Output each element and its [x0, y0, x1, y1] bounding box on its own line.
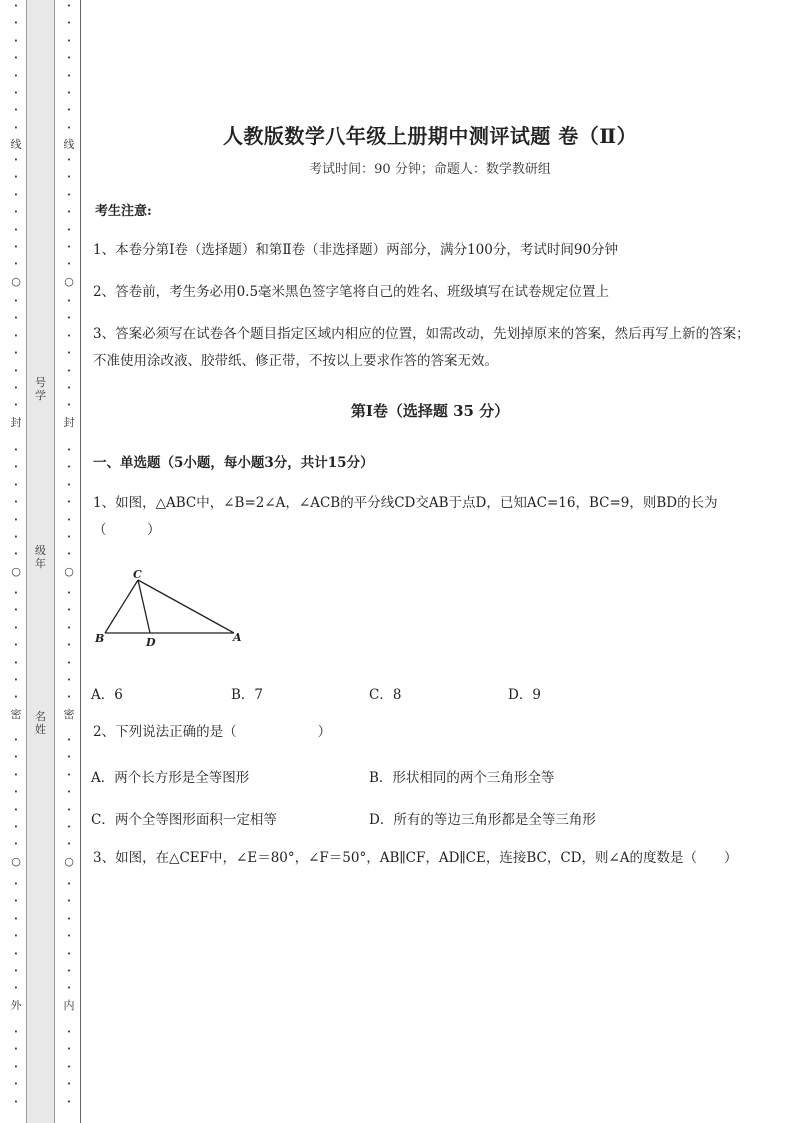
inner-margin-dot: • — [66, 19, 72, 28]
outer-margin-dot: • — [13, 349, 19, 358]
outer-margin-dot: • — [13, 480, 19, 489]
inner-margin-dot: • — [66, 314, 72, 323]
q2-option-b: B．形状相同的两个三角形全等 — [369, 770, 555, 786]
outer-margin-dot: • — [13, 260, 19, 269]
inner-margin-dot: • — [66, 36, 72, 45]
outer-margin-dot: • — [13, 967, 19, 975]
inner-margin-dot: • — [66, 349, 72, 358]
inner-margin-dot: • — [66, 1028, 72, 1036]
inner-margin-label: 内 — [63, 998, 75, 1012]
outer-margin-dot: • — [13, 533, 19, 541]
name-label: 名 姓 — [35, 710, 46, 736]
outer-margin-dot: • — [13, 676, 19, 684]
outer-margin-dot: • — [13, 1080, 19, 1089]
inner-margin-dot: • — [66, 914, 72, 923]
binding-margin-outer — [10, 0, 22, 1123]
bisector-cd — [138, 580, 150, 633]
outer-margin-circle: ○ — [11, 274, 21, 288]
inner-margin-dot: • — [66, 515, 72, 524]
q1-option-d: D．9 — [508, 687, 541, 703]
inner-margin-dot: • — [66, 1045, 72, 1054]
page-title: 人教版数学八年级上册期中测评试题 卷（Ⅱ） — [222, 124, 638, 148]
inner-margin-dot: • — [66, 949, 72, 958]
outer-margin-dot: • — [13, 1097, 19, 1106]
inner-margin-dot: • — [66, 463, 72, 472]
inner-margin-dot: • — [66, 208, 72, 217]
label-b: B — [95, 632, 105, 645]
outer-margin-dot: • — [13, 770, 19, 779]
outer-margin-circle: ○ — [11, 564, 21, 578]
outer-margin-dot: • — [13, 606, 19, 615]
outer-margin-dot: • — [13, 823, 19, 831]
label-d: D — [146, 636, 156, 649]
inner-margin-dot: • — [66, 123, 72, 132]
binding-margin-inner — [63, 0, 75, 1123]
outer-margin-dot: • — [13, 208, 19, 217]
inner-margin-circle: ○ — [64, 564, 74, 578]
outer-margin-dot: • — [13, 550, 19, 559]
inner-margin-dot: • — [66, 173, 72, 182]
side-ca — [138, 580, 234, 633]
inner-margin-dot: • — [66, 243, 72, 251]
inner-margin-dot: • — [66, 753, 72, 762]
outer-margin-dot: • — [13, 89, 19, 97]
page-frame-line — [80, 0, 81, 1123]
inner-margin-label: 线 — [63, 138, 75, 152]
grade-label: 级 年 — [35, 544, 46, 570]
outer-margin-dot: • — [13, 589, 19, 597]
inner-margin-dot: • — [66, 932, 72, 941]
part-heading: 一、单选题（5小题，每小题3分，共计15分） — [93, 455, 374, 471]
inner-margin-dot: • — [66, 384, 72, 392]
outer-margin-dot: • — [13, 71, 19, 80]
inner-margin-dot: • — [66, 770, 72, 779]
outer-margin-dot: • — [13, 693, 19, 702]
inner-margin-dot: • — [66, 676, 72, 684]
outer-margin-dot: • — [13, 366, 19, 375]
student-info-strip — [26, 0, 55, 1123]
inner-margin-dot: • — [66, 641, 72, 650]
outer-margin-dot: • — [13, 736, 19, 744]
q1-option-c: C．8 — [369, 687, 402, 703]
outer-margin-dot: • — [13, 498, 19, 507]
inner-margin-dot: • — [66, 446, 72, 454]
inner-margin-dot: • — [66, 106, 72, 115]
inner-margin-dot: • — [66, 693, 72, 702]
outer-margin-dot: • — [13, 984, 19, 993]
outer-margin-dot: • — [13, 123, 19, 132]
outer-margin-dot: • — [13, 932, 19, 941]
question-1-stem: 1、如图，△ABC中，∠B=2∠A，∠ACB的平分线CD交AB于点D，已知AC=16，BC=9，则BD的长为（ ） — [93, 495, 718, 538]
outer-margin-dot: • — [13, 623, 19, 632]
outer-margin-dot: • — [13, 314, 19, 323]
inner-margin-dot: • — [66, 823, 72, 831]
outer-margin-dot: • — [13, 880, 19, 888]
inner-margin-dot: • — [66, 1097, 72, 1106]
inner-margin-dot: • — [66, 71, 72, 80]
outer-margin-dot: • — [13, 106, 19, 115]
outer-margin-dot: • — [13, 914, 19, 923]
inner-margin-dot: • — [66, 2, 72, 10]
inner-margin-circle: ○ — [64, 854, 74, 868]
outer-margin-dot: • — [13, 463, 19, 472]
inner-margin-dot: • — [66, 54, 72, 63]
inner-margin-dot: • — [66, 736, 72, 744]
exam-info: 考试时间：90 分钟；命题人：数学教研组 — [309, 162, 551, 177]
inner-margin-dot: • — [66, 401, 72, 410]
outer-margin-label: 密 — [10, 707, 22, 721]
inner-margin-label: 封 — [63, 415, 75, 429]
inner-margin-dot: • — [66, 156, 72, 164]
q1-option-b: B．7 — [231, 687, 264, 703]
side-bc — [105, 580, 138, 633]
outer-margin-label: 线 — [10, 138, 22, 152]
outer-margin-dot: • — [13, 1062, 19, 1071]
inner-margin-dot: • — [66, 897, 72, 906]
outer-margin-dot: • — [13, 243, 19, 251]
q1-option-a: A．6 — [91, 687, 123, 703]
outer-margin-label: 外 — [10, 998, 22, 1012]
question-2-stem: 2、下列说法正确的是（ ） — [93, 724, 332, 740]
inner-margin-dot: • — [66, 967, 72, 975]
outer-margin-dot: • — [13, 515, 19, 524]
notice-item-3: 3、答案必须写在试卷各个题目指定区域内相应的位置，如需改动，先划掉原来的答案，然后再写上新的答案；不准使用涂改液、胶带纸、修正带，不按以上要求作答的答案无效。 — [93, 326, 750, 369]
inner-margin-dot: • — [66, 606, 72, 615]
outer-margin-dot: • — [13, 788, 19, 797]
outer-margin-dot: • — [13, 2, 19, 10]
inner-margin-dot: • — [66, 498, 72, 507]
q2-option-c: C．两个全等图形面积一定相等 — [91, 812, 277, 828]
inner-margin-dot: • — [66, 1080, 72, 1089]
outer-margin-dot: • — [13, 805, 19, 814]
inner-margin-dot: • — [66, 589, 72, 597]
outer-margin-dot: • — [13, 173, 19, 182]
inner-margin-dot: • — [66, 788, 72, 797]
inner-margin-label: 密 — [63, 707, 75, 721]
outer-margin-label: 封 — [10, 415, 22, 429]
outer-margin-dot: • — [13, 19, 19, 28]
q2-option-d: D．所有的等边三角形都是全等三角形 — [369, 812, 596, 828]
inner-margin-dot: • — [66, 880, 72, 888]
student-id-label: 号 学 — [35, 376, 46, 402]
inner-margin-dot: • — [66, 623, 72, 632]
outer-margin-dot: • — [13, 840, 19, 849]
section-title: 第I卷（选择题 35 分） — [350, 402, 510, 420]
inner-margin-dot: • — [66, 331, 72, 340]
outer-margin-dot: • — [13, 446, 19, 454]
notice-item-1: 1、本卷分第I卷（选择题）和第Ⅱ卷（非选择题）两部分，满分100分，考试时间90分钟 — [93, 242, 619, 258]
inner-margin-dot: • — [66, 297, 72, 305]
outer-margin-dot: • — [13, 54, 19, 63]
inner-margin-circle: ○ — [64, 274, 74, 288]
inner-margin-dot: • — [66, 480, 72, 489]
label-c: C — [133, 568, 142, 581]
inner-margin-dot: • — [66, 1062, 72, 1071]
outer-margin-dot: • — [13, 658, 19, 667]
inner-margin-dot: • — [66, 658, 72, 667]
outer-margin-dot: • — [13, 897, 19, 906]
inner-margin-dot: • — [66, 550, 72, 559]
inner-margin-dot: • — [66, 225, 72, 234]
outer-margin-dot: • — [13, 190, 19, 199]
inner-margin-dot: • — [66, 533, 72, 541]
inner-margin-dot: • — [66, 260, 72, 269]
outer-margin-dot: • — [13, 753, 19, 762]
outer-margin-dot: • — [13, 384, 19, 392]
inner-margin-dot: • — [66, 366, 72, 375]
outer-margin-dot: • — [13, 331, 19, 340]
notice-heading: 考生注意: — [95, 204, 152, 219]
question-3-stem: 3、如图，在△CEF中，∠E＝80°，∠F＝50°，AB∥CF，AD∥CE，连接BC，CD，则∠A的度数是（ ） — [93, 850, 738, 866]
inner-margin-dot: • — [66, 805, 72, 814]
inner-margin-dot: • — [66, 190, 72, 199]
inner-margin-dot: • — [66, 89, 72, 97]
outer-margin-dot: • — [13, 1028, 19, 1036]
outer-margin-dot: • — [13, 949, 19, 958]
outer-margin-dot: • — [13, 297, 19, 305]
inner-margin-dot: • — [66, 984, 72, 993]
outer-margin-circle: ○ — [11, 854, 21, 868]
label-a: A — [233, 631, 242, 644]
outer-margin-dot: • — [13, 156, 19, 164]
q2-option-a: A．两个长方形是全等图形 — [91, 770, 250, 786]
inner-margin-dot: • — [66, 840, 72, 849]
outer-margin-dot: • — [13, 36, 19, 45]
outer-margin-dot: • — [13, 401, 19, 410]
outer-margin-dot: • — [13, 225, 19, 234]
outer-margin-dot: • — [13, 1045, 19, 1054]
notice-item-2: 2、答卷前，考生务必用0.5毫米黑色签字笔将自己的姓名、班级填写在试卷规定位置上 — [93, 284, 610, 300]
triangle-figure — [92, 567, 252, 656]
outer-margin-dot: • — [13, 641, 19, 650]
